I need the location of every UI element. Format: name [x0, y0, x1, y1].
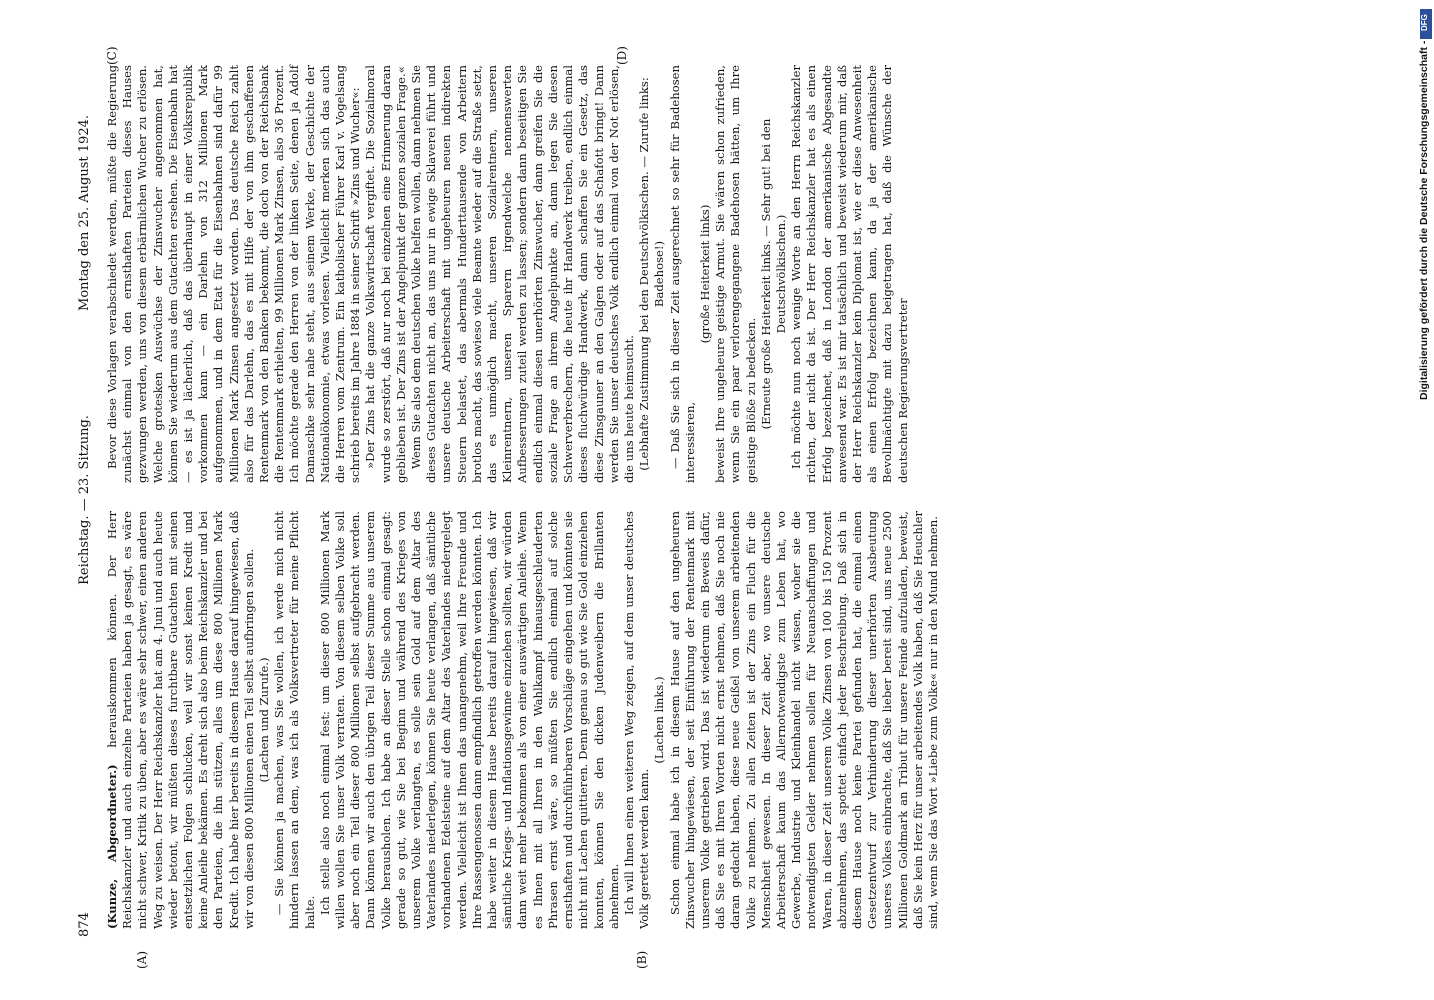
- page-header: [75, 55, 99, 945]
- speaker-label: (Kunze, Abgeordneter.): [105, 764, 119, 929]
- paragraph: Bevor diese Vorlagen verabschiedet werden, müßte die Regierung zunächst einmal von den ernsthaften Parteien dieses Hauses gezwungen werden, uns von diesem erbärmlichen Wucher zu erlösen. Welche grotesken Auswüchse der Zinswucher angenommen hat, können Sie wiederum aus dem Gutachten ersehen. Die Eisenbahn hat — es ist ja lächerlich, daß das überhaupt in einer Volksrepublik vorkommen kann — ein Darlehn von 312 Millionen Mark aufgenommen, und in dem Etat für die Eisenbahnen sind dafür 99 Millionen Mark Zinsen angesetzt worden. Das deutsche Reich zahlt also für das Darlehn, das es mit Hilfe der von ihm geschaffenen Rentenmark von den Banken bekommt, die doch von der Reichsbank die Rentenmark erhielten, 99 Millionen Mark Zinsen, also 36 Prozent. Ich möchte gerade den Herren von der linken Seite, denen ja Adolf Damaschke sehr nahe steht, aus seinem Werke, der Geschichte der Nationalökonomie, etwas vorlesen. Vielleicht merken sich das auch die Herren vom Zentrum. Ein katholischer Führer Karl v. Vogelsang schrieb bereits im Jahre 1884 in seiner Schrift »Zins und Wucher«:: [105, 65, 363, 483]
- right-column: [105, 65, 911, 483]
- paragraph: — Daß Sie sich in dieser Zeit ausgerechnet so sehr für Badehosen interessieren,: [667, 65, 697, 483]
- paragraph: Schon einmal habe ich in diesem Hause auf den ungeheuren Zinswucher hingewiesen, der seit Einführung der Rentenmark mit unserem Volke getrieben wird. Das ist wiederum ein Beweis dafür, daß Sie es mit Ihren Worten nicht ernst nehmen, daß Sie noch nie daran gedacht haben, diese neue Geißel von unserem arbeitenden Volke zu nehmen. Zu allen Zeiten ist der Zins ein Fluch für die Menschheit gewesen. In dieser Zeit aber, wo unsere deutsche Arbeiterschaft kaum das Allernotwendigste zum Leben hat, wo Gewerbe, Industrie und Kleinhandel nicht wissen, woher sie die notwendigsten Gelder nehmen sollen für Neuanschaffungen und Waren, in dieser Zeit unserem Volke Zinsen von 100 bis 150 Prozent abzunehmen, das spottet einfach jeder Beschreibung. Daß sich in diesem Hause noch keine Partei gefunden hat, die einmal einen Gesetzentwurf zur Verhinderung dieser unerhörten Ausbeutung unseres Volkes einbrachte, daß Sie lieber bereit sind, uns neue 2500 Millionen Goldmark an Tribut für unsere Feinde aufzuladen, beweist, daß Sie kein Herz für unser arbeitendes Volk haben, daß Sie Heuchler sind, wenn Sie das Wort »Liebe zum Volke« nur in den Mund nehmen.: [667, 511, 940, 929]
- marker-b: (B): [635, 950, 649, 969]
- marker-c: (C): [105, 46, 119, 65]
- dfg-watermark-text: Digitalisierung gefördert durch die Deutsche Forschungsgemeinschaft -: [1418, 40, 1430, 400]
- interjection: (Lebhafte Zustimmung bei den Deutschvölkischen. — Zurufe links: Badehose!): [637, 77, 667, 471]
- page-number: 874: [77, 912, 92, 937]
- left-column: [105, 511, 941, 929]
- marker-a: (A): [135, 950, 149, 969]
- session-title: Reichstag. — 23. Sitzung.: [77, 415, 92, 585]
- paragraph: Ich will Ihnen einen weiteren Weg zeigen, auf dem unser deutsches Volk gerettet werden kann.: [621, 511, 652, 929]
- paragraph: — Sie können ja machen, was Sie wollen, ich werde mich nicht hindern lassen an dem, was ich als Volksvertreter für meine Pflicht halte.: [272, 511, 317, 929]
- interjection: (Lachen und Zurufe.): [257, 657, 272, 783]
- paragraph: herauskommen können. Der Herr Reichskanzler und auch einzelne Parteien haben ja gesagt, es wäre nicht schwer, Kritik zu üben, aber es wäre sehr schwer, einen anderen Weg zu weisen. Der Herr Reichskanzler hat am 4. Juni und auch heute wieder betont, wir müßten dieses furchtbare Gutachten mit seinen entsetzlichen Folgen schlucken, weil wir sonst keinen Kredit und keine Anleihe bekämen. Es dreht sich also beim Reichskanzler und bei den Parteien, die ihn stützen, alles um diese 800 Millionen Mark Kredit. Ich habe hier bereits in diesem Hause darauf hingewiesen, daß wir von diesen 800 Millionen einen Teil selbst aufbringen sollen.: [105, 511, 256, 929]
- marker-d: (D): [615, 46, 629, 65]
- quotation: »Der Zins hat die ganze Volkswirtschaft vergiftet. Die Sozialmoral wurde so zerstört, daß nur noch bei einzelnen eine Erinnerung daran geblieben ist. Der Zins ist der Angelpunkt der ganzen sozialen Frage.«: [363, 65, 408, 483]
- interjection: (Erneute große Heiterkeit links. — Sehr gut! bei den Deutschvölkischen.): [758, 118, 788, 430]
- paragraph: beweist Ihre ungeheure geistige Armut. Sie wären schon zufrieden, wenn Sie ein paar verlorengegangene Badehosen hätten, um Ihre geistige Blöße zu bedecken.: [713, 65, 758, 483]
- session-date: Montag den 25. August 1924.: [77, 115, 92, 311]
- paragraph: Ich stelle also noch einmal fest: um dieser 800 Millionen Mark willen wollen Sie unser Volk verraten. Von diesem selben Volke soll aber noch ein Teil dieser 800 Millionen selbst aufgebracht werden. Dann können wir auch den übrigen Teil dieser Summe aus unserem Volke herausholen. Ich habe an dieser Stelle schon einmal gesagt: gerade so gut, wie Sie bei Beginn und während des Krieges von unserem Volke verlangten, es solle sein Gold auf dem Altar des Vaterlandes niederlegen, können Sie heute verlangen, daß sämtliche vorhandenen Edelsteine auf dem Altar des Vaterlandes niedergelegt werden. Vielleicht ist Ihnen das unangenehm, weil Ihre Freunde und Ihre Rassengenossen dann empfindlich getroffen werden könnten. Ich habe weiter in diesem Hause bereits darauf hingewiesen, daß wir sämtliche Kriegs- und Inflationsgewinne einziehen sollten, wir würden dann weit mehr bekommen als von einer auswärtigen Anleihe. Wenn es Ihnen mit all Ihren in den Wahlkampf hinausgeschleuderten Phrasen ernst wäre, so müßten Sie endlich einmal auf solche ernsthaften und durchführbaren Vorschläge eingehen und könnten sie nicht mit Lachen quittieren. Denn genau so gut wie Sie Gold einziehen konnten, können Sie den dicken Judenweibern die Brillanten abnehmen.: [317, 511, 621, 929]
- paragraph: Wenn Sie also dem deutschen Volke helfen wollen, dann nehmen Sie dieses Gutachten nicht an, das uns nur in ewige Sklaverei führt und unsere deutsche Arbeiterschaft mit ungeheuren neuen indirekten Steuern belastet, das abermals Hunderttausende von Arbeitern brotlos macht, das sowieso viele Beamte wieder auf die Straße setzt, das es unmöglich macht, unseren Sozialrentnern, unseren Kleinrentnern, unseren Sparern irgendwelche nennenswerten Aufbesserungen zuteil werden zu lassen; sondern dann beseitigen Sie endlich einmal diesen unerhörten Zinswucher, dann greifen Sie die soziale Frage an ihrem Angelpunkte an, dann legen Sie diesen Schwerverbrechern, die heute ihr Handwerk treiben, endlich einmal dieses fluchwürdige Handwerk, dann schaffen Sie ein Gesetz, das diese Zinsgauner an den Galgen oder auf das Schafott bringt! Dann werden Sie unser deutsches Volk endlich einmal von der Not erlösen, die uns heute heimsucht.: [409, 65, 636, 483]
- dfg-logo: DFG: [1420, 9, 1432, 39]
- rotated-page-content: [75, 46, 1115, 969]
- interjection: (große Heiterkeit links): [697, 204, 712, 344]
- interjection: (Lachen links.): [652, 676, 667, 764]
- paragraph: Ich möchte nun noch wenige Worte an den Herrn Reichskanzler richten, der nicht da ist. Der Herr Reichskanzler hat es als einen Erfolg bezeichnet, daß in London der amerikanische Abgesandte anwesend war. Es ist mir tatsächlich und beweist wiederum mir, daß der Herr Reichskanzler kein Diplomat ist, wie er diese Anwesenheit als einen Erfolg bezeichnen kann, da ja der amerikanische Bevollmächtigte mit dazu beigetragen hat, daß die Wünsche der deutschen Regierungsvertreter: [789, 65, 910, 483]
